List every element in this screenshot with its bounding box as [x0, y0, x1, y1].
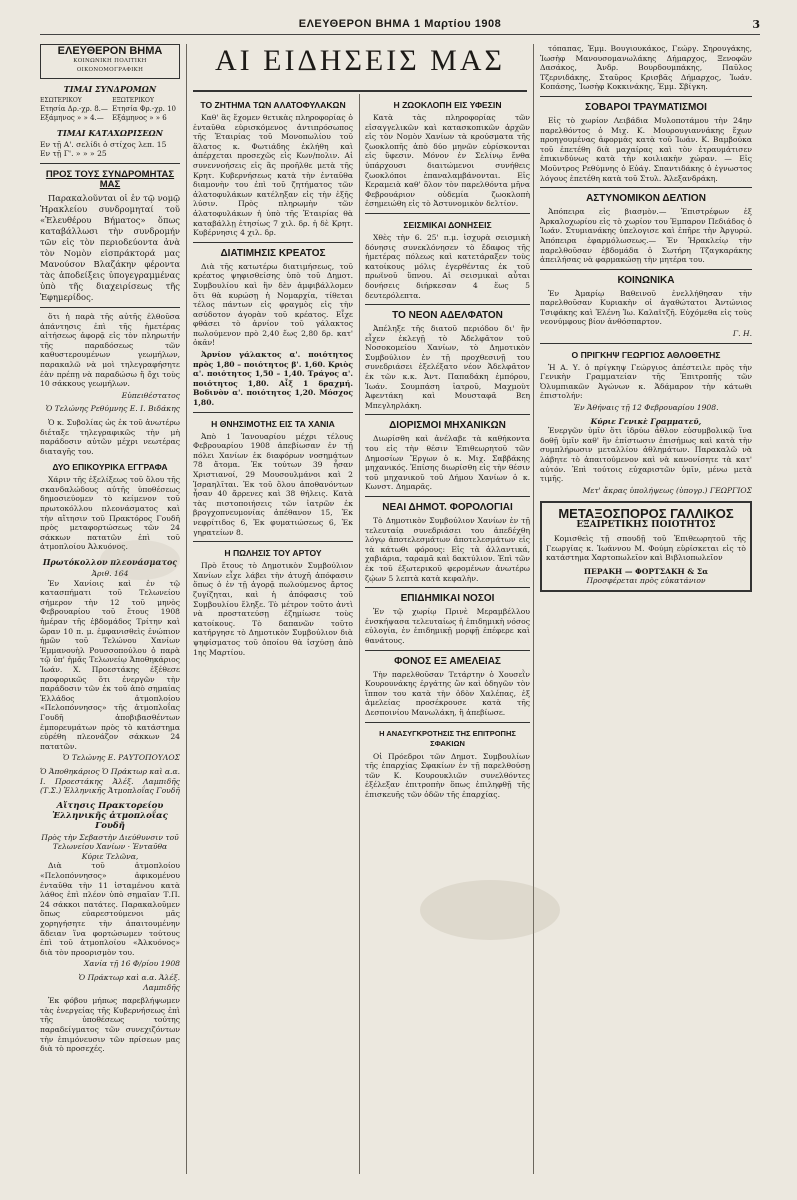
article-body: Οἱ Πρόεδροι τῶν Δημοτ. Συμβουλίων τῆς ἐπαρχίας Σφακίων ἐν τῇ παρελθούσῃ τῶν Κ. Κουρουκλιῶν συνελθόντες ἐξέλεξαν ἐπιτροπὴν ὅπως ἐπιληφθῇ τῆς ἐπισκευῆς τῶν ὁδῶν τῆς ἐπαρχίας. [365, 751, 530, 799]
article-body: Εἰς τὸ χωρίον Λειβάδια Μυλοποτάμου τὴν 24ην παρελθόντος ὁ Μιχ. Κ. Μουρουγιαννάκης ἔχων προηγουμένας ἀφορμὰς κατὰ τοῦ Ἰωάν. Κ. Βαμβούκα τοῦ ἐπετέθη διὰ μαχαίρας καὶ τὸν ἐτραυμάτισεν ἐπικινδύνως κατὰ τὴν κοιλιακὴν χώραν. — Εἰς Μοῦντρος Ρεθύμνης ὁ Εὐάγ. Σπαντιδάκης ὁ ἐγνωστος λόγους ἐπετέθη κατὰ τοῦ Στυλ. Ἀλεξανδράκη. [540, 115, 752, 183]
article-title: Η ΠΩΛΗΣΙΣ ΤΟΥ ΑΡΤΟΥ [224, 548, 322, 559]
letter-date: Χανία τῇ 16 Φ/ρίου 1908 [83, 959, 180, 969]
divider [540, 187, 752, 188]
article-body: Πρὸ ἔτους τὸ Δημοτικὸν Συμβούλιον Χανίων εἶχε λάβει τὴν ἀτυχῆ ἀπόφασιν ὅπως ὁ ἐν τῇ ἀγορᾷ πωλούμενος ἄρτος ζυγίζηται, καὶ ἡ ἀπόφασις τοῦ Συμβουλίου ἔληξε. Τὸ μέτρον τοῦτο ἀντὶ νὰ προστατεύσῃ ἐζημίωσε τοὺς κατοίκους. Τὸ δαπανῶν τοῦτο κατήργησε τὸ Δημοτικὸν Συμβούλιον διὰ ψηφίσματος τοῦ ὁποίου θὰ ἰσχύσῃ ἀπὸ 1ης Μαρτίου. [193, 561, 353, 657]
signature: Μετ' ἄκρας ὑπολήψεως (ὑπογρ.) ΓΕΩΡΓΙΟΣ [582, 485, 752, 495]
article-body: Ἐν τῷ χωρίῳ Πρινὲ Μεραμβέλλου ἐνσκήψασα τελευταίως ἡ ἐπιδημικὴ νόσος εὐλογία, ἐν ἐπιδημικῇ μορφῇ ἐπέφερε καὶ θανάτους. [365, 607, 530, 645]
column-2 [193, 94, 353, 1184]
subs-cell: Εξάμηνος » » 4.— [40, 113, 104, 122]
advertisement-tagline: Προσφέρεται πρὸς εὐκατάνιον [586, 576, 706, 586]
article-body: Χάριν τῆς ἐξελίξεως τοῦ ὅλου τῆς σκανδαλώδους αὐτῆς ὑποθέσεως δημοσιεύομεν τὸ κείμενον τοῦ πρωτοκόλλου πλεονάσματος καὶ τὴν αἴτησιν τοῦ Πρακτόρος Γουδῆ πρὸς μεταφορτώσεως τῶν 24 σάκκων πατατῶν ἐπὶ τοῦ ἀτμοπλοίου Ἀλκυόνος. [40, 475, 180, 552]
article-title: ΣΕΙΣΜΙΚΑΙ ΔΟΝΗΣΕΙΣ [403, 219, 492, 230]
article-title: ΦΟΝΟΣ ΕΞ ΑΜΕΛΕΙΑΣ [394, 655, 501, 667]
divider [40, 163, 180, 164]
article-body: Παρακαλοῦνται οἱ ἐν τῷ νομῷ Ἡρακλείου συνδρομηταί τοῦ «Ἐλευθέρου Βήματος» ὅπως καταβάλλωσι τὴν συνδρομήν τῶν εἰς τὸν περιοδεύοντα ἀνὰ τὸν Νομὸν εἰσπράκτορά μας Μανούσον Βλαζάκην φέροντα τὰς ἀποδείξεις ὑπογεγραμμένας ὑπὸ τῆς διαχειρίσεως τῆς Ἐφημερίδος. [40, 192, 180, 302]
article-body: Τὸ Δημοτικὸν Συμβούλιον Χανίων ἐν τῇ τελευταίᾳ συνεδριάσει του ἀπεδέχθη λόγῳ ἀποτελεσμάτων ἀποτελεσμάτων εἰς τὰ κάτωθι φόρους: Εἰς τὰ ἀλλαντικά, χαβιάρια, ταραμᾶ καὶ δακτύλιον. Ἐπὶ τῶν ἐκ τοῦ ἐξωτερικοῦ φερομένων ἀνωτέρω ζῴων 5 λεπτὰ κατὰ κεφαλὴν. [365, 516, 530, 583]
signature: Ὁ Τελώνης Ρεθύμνης Ε. Ι. Βιδάκης [45, 404, 180, 414]
article-body: Ἀπὸ 1 Ἰανουαρίου μέχρι τέλους Φεβρουαρίου 1908 ἀπεβίωσαν ἐν τῇ πόλει Χανίων ἐκ διαφόρων νοσημάτων 78 ἄτομα. Ἐκ τούτων 39 ἦσαν Χριστιανοί, 29 Μουσουλμάνοι καὶ 2 Ἰσραηλῖται. Ἐκ τοῦ ὅλου ἀποθανόντων ἦσαν 40 ἄρρενες καὶ 38 θήλεις. Κατὰ τὰς πιστοποιήσεις τῶν ἰατρῶν ἐκ βρογχοπνευμονίας ἀπέθανον 15, Ἐκ νεφρίτιδος 6, Ἐκ φυματιώσεως 6, Ἐκ γηρατείων 8. [193, 431, 353, 537]
advertisement-subheadline: ΕΞΑΙΡΕΤΙΚΗΣ ΠΟΙΟΤΗΤΟΣ [576, 520, 716, 531]
letter-addressee: Πρὸς τὴν Σεβαστὴν Διεύθυνσιν τοῦ Τελωνείου Χανίων · Ἐνταῦθα [41, 832, 179, 852]
advertisement-merchant: ΠΕΡΑΚΗ — ΦΟΡΤΣΑΚΗ & Σα [583, 566, 709, 576]
divider [365, 414, 530, 415]
subs-cell: Ετησία Δρ.-χρ. 8.— [40, 104, 108, 113]
article-body: τόπαπας, Ἐμμ. Βουγιουκάκος, Γεώργ. Σηρουγάκης, Ἰωσὴφ Μανουσομανωλάκης Δήμαρχος, Ξενοφῶν Δασάκος, Ἀνδρ. Βουρδουμπάκης, Παῦλος Τζερνιδάκης, Σταῦρος Κρισβᾶς Δήμαρχος, Ἰωάν. Κοπάσης, Ἰωσὴφ Κοκκινάκης, Ἐμμ. Σβίγκη. [540, 44, 752, 92]
letter-salutation: Κύριε Τελῶνα, [81, 851, 139, 861]
article-body: Ἀπέληξε τῆς διατοῦ περιόδου δι' ἣν εἶχεν ἐκλεγῇ τὸ Ἀδελφᾶτον τοῦ Νοσοκομείου Χανίων, τὸ Δημοτικὸν Συμβούλιον ἐν τῇ προχθεσινῇ του συνεδριάσει ἐξελέξατο νέον Ἀδελφᾶτον ἐκ τῶν κ.κ. Ἀντ. Παπαδάκη ἐμπόρου, Ἰωάν. Σουμπάση ἰατροῦ, Μαχμοὺτ Ἀφεντάκη καὶ Μουσταφᾶ Βεη Μπεγληρλάκη. [365, 324, 530, 410]
article-body: Διωρίσθη καὶ ἀνέλαβε τὰ καθήκοντα του εἰς τὴν θέσιν Ἐπιθεωρητοῦ τῶν Δημοσίων Ἔργων ὁ κ. Μιχ. Σαββάκης μηχανικός. Ἐπίσης διωρίσθη εἰς τὴν θέσιν τοῦ μηχανικοῦ τοῦ Δήμου Χανίων ὁ κ. Κωνστ. Δημαρᾶς. [365, 434, 530, 492]
price-list: Ἀρνίον γάλακτος α'. ποιότητος πρὸς 1,80 – ποιότητος β'. 1,60. Κριὸς α'. ποιότητος 1,50 – 1,40. Τράγος α'. ποιότητος 1,80. Αἶξ 1 δραχμή. Βοδινὸν α'. ποιότητος 1,20. Μόσχος 1,80. [193, 350, 353, 408]
advertisement-body: Κομισθεὶς τῇ σπουδῇ τοῦ Ἐπιθεωρητοῦ τῆς Γεωργίας κ. Ἰωάννου Μ. Φούμη εὑρίσκεται εἰς τὸ κατάστημα Χαρτοπωλεῖον καὶ Βιβλιοπωλεῖον [546, 533, 746, 563]
ad-prices-heading: ΤΙΜΑΙ ΚΑΤΑΧΩΡΙΣΕΩΝ [57, 127, 163, 138]
article-title: ΚΟΙΝΩΝΙΚΑ [617, 274, 675, 286]
article-title: ΔΥΟ ΕΠΙΚΟΥΡΙΚΑ ΕΓΓΡΑΦΑ [52, 462, 168, 473]
document-number: Ἀριθ. 164 [91, 569, 129, 579]
article-title: ΑΣΤΥΝΟΜΙΚΟΝ ΔΕΛΤΙΟΝ [586, 193, 706, 205]
article-body: Ἐν Χανίοις καὶ ἐν τῷ κατασπήματι τοῦ Τελωνείου σήμερον τὴν 12 τοῦ μηνὸς Φεβρουαρίου τοῦ ἔτους 1908 ἡμέραν τῆς ἑβδομάδος Τρίτην καὶ ὥραν 10 π. μ. ἐμφανισθεὶς ἐνώπιον ἡμῶν τοῦ Τελώνου Χανίων Ἐμμανουὴλ Ρουσσοπούλου ὁ παρὰ τῷ ὑπ' ἡμᾶς Τελωνείῳ Ἀποθηκάριος Ἰωάν. Χ. Προεστάκης ἐξέθεσε προφορικῶς ὅτι ἐνεργῶν τὴν παράδοσιν τῶν ἐκ τοῦ ἀπὸ σημαίας Ἑλλάδος ἀτμοπλοίου «Πελοπόννησος» τῆς ἀτμοπλοΐας Γουδῆ ἀποβιβασθέντων ἐμπορευμάτων πρὸς τὸ κατάστημα εὑρέθη πλεονάζον σάκκων 24 πατατῶν. [40, 578, 180, 751]
divider [365, 722, 530, 723]
running-header-title: ΕΛΕΥΘΕΡΟΝ ΒΗΜΑ 1 Μαρτίου 1908 [298, 18, 502, 30]
nameplate-title: ΕΛΕΥΘΕΡΟΝ ΒΗΜΑ [57, 45, 163, 57]
divider [540, 96, 752, 97]
article-title: ΔΙΟΡΙΣΜΟΙ ΜΗΧΑΝΙΚΩΝ [389, 420, 506, 432]
article-title: ΤΟ ΝΕΟΝ ΑΔΕΛΦΑΤΟΝ [392, 310, 503, 322]
divider [365, 213, 530, 214]
article-body: Ἐν Ἀμαρίῳ Βαθεινοῦ ἐνελλήθησαν τὴν παρελθοῦσαν Κυριακὴν οἱ ἀγαθώτατοι Ἀντώνιος Τσιφάκης καὶ Ἐλένη Ἰω. Καλαϊτζῆ. Εὐχόμεθα εἰς τοὺς νεονύμφους βίον ἀνθόσπαρτον. [540, 288, 752, 327]
nameplate-subtitle: ΚΟΙΝΩΝΙΚΗ ΠΟΛΙΤΙΚΗ ΟΙΚΟΝΟΜΟΓΡΑΦΙΚΗ [73, 57, 147, 74]
letter-date: Ἐν Ἀθήναις τῇ 12 Φεβρουαρίου 1908. [573, 403, 719, 413]
column-3 [365, 94, 530, 1184]
subs-cell: Ετησία Φρ.-χρ. 10 [112, 104, 176, 113]
divider [540, 269, 752, 270]
signature: Ὁ Πράκτωρ καὶ α.α. Ἀλέξ. Λαμπιδῆς [78, 973, 180, 992]
article-title: ΕΠΙΔΗΜΙΚΑΙ ΝΟΣΟΙ [400, 593, 495, 605]
article-title: Ο ΠΡΙΓΚΗΨ ΓΕΩΡΓΙΟΣ ΑΘΛΟΘΕΤΗΣ [571, 349, 721, 360]
divider [365, 587, 530, 588]
article-body: Ἡ Α. Υ. ὁ πρίγκηψ Γεώργιος ἀπέστειλε πρὸς τὴν Γενικὴν Γραμματείαν τῆς Ἐπιτροπῆς τῶν Ὀλυμπιακῶν Ἀγώνων κ. Ἀδάμαρον τὴν κάτωθι ἐπιστολήν: [540, 362, 752, 401]
subs-internal-label: ΕΣΩΤΕΡΙΚΟΥ [40, 96, 82, 104]
divider [193, 412, 353, 413]
section-title: ΑΙ ΕΙΔΗΣΕΙΣ ΜΑΣ [215, 44, 505, 77]
running-header [40, 20, 760, 35]
divider [365, 650, 530, 651]
advertisement-box [540, 501, 752, 592]
advertisement-headline: ΜΕΤΑΞΟΣΠΟΡΟΣ ΓΑΛΛΙΚΟΣ [558, 506, 734, 522]
document-title: Αἴτησις Πρακτορείου Ἑλληνικῆς ἀτμοπλοΐας Γουδῆ [52, 800, 168, 831]
article-title: ΠΡΟΣ ΤΟΥΣ ΣΥΝΔΡΟΜΗΤΑΣ ΜΑΣ [45, 168, 175, 190]
article-title: Η ΖΩΟΚΛΟΠΗ ΕΙΣ ΥΦΕΣΙΝ [393, 100, 502, 110]
subscription-prices-heading: ΤΙΜΑΙ ΣΥΝΔΡΟΜΩΝ [63, 83, 157, 94]
article-body: Διὰ τοῦ ἀτμοπλοίου «Πελοπόννησος» ἀφικομένου ἐνταῦθα τὴν 11 ἰσταμένου κατὰ λάθος ἐπὶ πλέον ὑπὸ σημαῖαν Τ.Π. 24 σάκκοι πατάτες. Παρακαλοῦμεν ὅπως εὐαρεστούμενοι μᾶς χορηγήσητε τὴν ἀπαιτουμένην ἄδειαν ἵνα φορτώσωμεν τούτους ἐπὶ τοῦ ἀτμοπλοίου «Ἀλκυόνος» διὰ τὸν προορισμὸν του. [40, 861, 180, 957]
divider [40, 307, 180, 308]
subscription-table [40, 96, 180, 123]
column-rule [359, 94, 360, 1174]
article-body: Ἐνεργῶν ὑμῖν ὅτι ἰδρύω ἆθλον εὐσυμβολικῷ ἵνα δοθῇ ὑμῖν καθ' ἣν ἐπίστωσιν ἐπισήμως καὶ κατὰ τὴν συμπλήρωσιν μεταλλίου ἀθλημάτων. Παρακαλῶ νὰ λάβητε τὸ ἀπαιτούμενον καὶ νὰ κανονίσητε τὰ κατ' αὐτόν. Ἐπὶ τούτοις εὐχαριστῶν ὑμῖν, μένω μετὰ τιμῆς. [540, 426, 752, 484]
article-title: ΔΙΑΤΙΜΗΣΙΣ ΚΡΕΑΤΟΣ [220, 247, 326, 259]
article-title: ΣΟΒΑΡΟΙ ΤΡΑΥΜΑΤΙΣΜΟΙ [585, 101, 707, 113]
paper-nameplate [40, 44, 180, 79]
article-body: Ἐκ φόβου μήπως παρεβλήψωμεν τὰς ἐνεργείας τῆς Κυβερνήσεως ἐπὶ τῆς ὑποθέσεως τούτης παραδείγματος τῶν συνεχιζόντων τὴν ἐπιμόνευσιν τῶν πρίσεων μας διὰ τὸ προσεχές. [40, 996, 180, 1054]
article-title: ΤΟ ΖΗΤΗΜΑ ΤΩΝ ΑΛΑΤΟΦΥΛΑΚΩΝ [200, 100, 346, 110]
column-rule [533, 44, 534, 1174]
article-body: Χθὲς τὴν 6. 25' π.μ. ἰσχυρὰ σεισμικὴ δόνησις συνεκλόνησεν τὸ ἔδαφος τῆς ἡμετέρας πόλεως καὶ κατετάραξεν τοὺς κατοίκους μόλις ἐγερθέντας ἐκ τοῦ πρωϊνοῦ ὕπνου. Αἱ σεισμικαὶ αὗται δονήσεις διήρκεσαν 4 ἕως 5 δευτερόλεπτα. [365, 232, 530, 300]
article-title: ΝΕΑΙ ΔΗΜΟΤ. ΦΟΡΟΛΟΓΙΑΙ [382, 502, 513, 513]
page-number: 3 [752, 18, 760, 31]
article-body: Ἀπόπειρα εἰς βιασμὸν.— Ἐπιστρέφων ἐξ Ἀρκαλοχωρίου εἰς τὸ χωρίον του Ἐμπαρον Πεδιάδος ὁ Ἰωάν. Στυμιανάκης ὑπελογισε καὶ ἐπῆρε τὴν Ἀργυρώ. Ἀπόπειρα ἐφαρμόλωσεως.— Ἐν Ἡρακλείῳ τὴν παρελθοῦσαν ἑβδομάδα ὁ Σωτήρη Τζαγκαράκης ἀπειλήσας νὰ φαρμακώσῃ τὴν μητέρα του. [540, 207, 752, 265]
divider [193, 541, 353, 542]
article-body: ὅτι ἡ παρὰ τῆς αὐτῆς ἐλθοῦσα ἀπάντησις ἐπὶ τῆς ἡμετέρας αἰτήσεως ἀφορᾷ εἰς τὸν πληρωτήν τῆς παραδόσεως τῶν καθυστερουμένων γεωμήλων, παρακαλῶ νὰ μοὶ τηλεγραφήσητε ἐὰν πρέπῃ νὰ παραδώσω ἤ ὄχι τοὺς 10 σάκκους γεωμήλων. [40, 311, 180, 389]
subs-external-label: ΕΞΩΤΕΡΙΚΟΥ [112, 96, 154, 104]
column-rule [186, 44, 187, 1174]
article-title: Η ΑΝΑΣΥΓΚΡΟΤΗΣΙΣ ΤΗΣ ΕΠΙΤΡΟΠΗΣ ΣΦΑΚΙΩΝ [379, 728, 516, 748]
letter-salutation: Κύριε Γενικὲ Γραμματεῦ, [590, 416, 702, 426]
signature: Γ. Η. [732, 329, 752, 339]
signature: Ὁ Τελώνης Ε. ΡΑΥΤΟΠΟΥΛΟΣ [62, 753, 180, 763]
subs-cell: Εξάμηνος » » 6 [112, 113, 167, 122]
document-title: Πρωτόκολλον πλεονάσματος [42, 557, 178, 568]
ad-price-row: Εν τῇ Γ'. » » » 25 [40, 149, 107, 159]
ad-price-row: Εν τῇ Α'. σελίδι ὁ στίχος λεπ. 15 [40, 139, 167, 149]
article-body: Κατὰ τὰς πληροφορίας τῶν εἰσαγγελικῶν καὶ κατασκοπικῶν ἀρχῶν εἰς τὸν Νομὸν Χανίων τὰ κρούσματα τῆς ζωοκλοπῆς ἀπὸ δύο μηνῶν εὑρίσκονται εἰς ὕφεσιν. Μόνον ἐν Σελίνῳ ἔνθα ὑπάρχουσι διαιτώμενοι συνήθεις ζωοκλόποι ἐπαναλαμβάνονται. Εἰς Κεραμειὰ καθ' ὅλον τὸν παρελθόντα μῆνα Φεβρουάριον οὐδεμία ζωοκλοπὴ ἐσημειώθη εἰς τὸ Ἀστυνομικὸν δελτίον. [365, 113, 530, 209]
divider [540, 343, 752, 344]
article-body: Ὁ Ἀποθηκάριος Ὁ Πράκτωρ καὶ α.α. Ι. Προεστάκης Ἀλέξ. Λαμπιδῆς (Τ.Σ.) Ἑλληνικῆς Ἀτμοπλοΐας Γουδῆ [40, 766, 180, 796]
column-1 [40, 44, 180, 1184]
signature: Εὐπειθέστατος [121, 390, 180, 400]
article-body: Διὰ τῆς κατωτέρω διατιμήσεως, τοῦ κρέατος ψηφισθείσης ὑπὸ τοῦ Δημοτ. Συμβουλίου καὶ ἣν δὲν ἀμφιβάλλομεν ὅτι θὰ κυρώσῃ ἡ Νομαρχία, τίθεται τέλος πάντων εἰς φραγμὸς εἰς τὴν ασύδοτον ἀγορὰν τοῦ κρέατος. Εἶχε φθάσει τὸ ἀρνίον τοῦ γάλακτος πωλούμενον πρὸ 2,40 ἕως 2,80 δρ. κατ' ὀκᾶν! [193, 261, 353, 348]
column-4 [540, 44, 752, 1184]
section-masthead [193, 44, 527, 92]
article-title: Η ΘΝΗΣΙΜΟΤΗΣ ΕΙΣ ΤΑ ΧΑΝΙΑ [211, 418, 335, 429]
divider [365, 304, 530, 305]
divider [193, 242, 353, 243]
article-body: Ὁ κ. Συβολίας ὡς ἐκ τοῦ ἀνωτέρω διέταξε τηλεγραφικῶς τὴν μὴ παράδοσιν αὐτῶν μέχρι νεωτέρας διαταγῆς του. [40, 417, 180, 456]
article-body: Τὴν παρελθοῦσαν Τετάρτην ὁ Χουσεῒν Κουρουνάκης ἐργάτης ὢν καὶ ὁδηγῶν τὸν ἵππον του κατὰ τὴν ὁδὸν Χαλέπας, ἐξ ἀμελείας προσέκρουσε κατὰ τῆς Δεσποινίου Μανωλάκη, ἣ ἀπεβίωσε. [365, 669, 530, 717]
divider [365, 496, 530, 497]
article-body: Καθ' ἃς ἔχομεν θετικὰς πληροφορίας ὁ ἐνταῦθα εὑρισκόμενος ἀντιπρόσωπος τῆς Ἑταιρίας τοῦ Μονοπωλίου τοῦ ἅλατος κ. Φωτιάδης ἐκλήθη καὶ ἀπέρχεται προσεχῶς εἰς Κων/πολιν. Αἱ συνεννοήσεις εἰς ἃς προῆλθε μετὰ τῆς Κρητ. Κυβερνήσεως κατὰ τὴν ἐνταῦθα διαμονὴν του ἐπὶ τοῦ ζητήματος τῶν ἁλατοφυλάκων κατέληξαν εἰς τὴν ἑξῆς λύσιν. Πρὸς πληρωμὴν τῶν ἁλατοφυλάκων ἡ ὑπὸ τῆς Ἑταιρίας θὰ καταβάλλῃ ἐτησίως 7 χιλ. δρ. ἡ δὲ Κρητ. Κυβέρνησις 4 χιλ. δρ. [193, 113, 353, 238]
